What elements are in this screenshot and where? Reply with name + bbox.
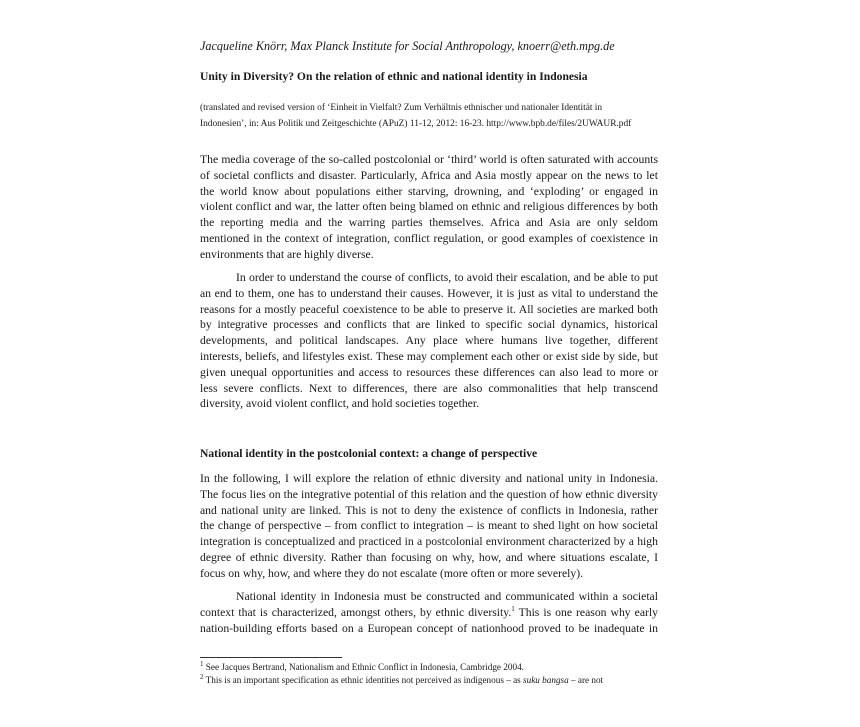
paragraph-4 <box>200 589 658 636</box>
text-line: an end to them, one has to understand their causes. However, it is just as vital to understand the <box>200 286 658 300</box>
text-line: and national unity are linked. This is not to deny the existence of conflicts in Indonesia, rather <box>200 503 658 517</box>
footnote-text: See Jacques Bertrand, Nationalism and Ethnic Conflict in Indonesia, Cambridge 2004. <box>203 662 524 672</box>
paragraph-3 <box>200 471 658 582</box>
footnote-mark: 1 <box>200 659 204 668</box>
text-segment: This is one reason why early <box>514 605 658 619</box>
footnote-text-after: – are not <box>568 675 604 685</box>
author-line: Jacqueline Knörr, Max Planck Institute for Social Anthropology, knoerr@eth.mpg.de <box>200 39 615 53</box>
footnote-divider <box>200 657 342 658</box>
source-note <box>200 101 658 132</box>
paragraph-1 <box>200 152 658 263</box>
text-line: the change of perspective – from conflict to integration – is meant to shed light on how societal <box>200 519 658 533</box>
text-line: reasons for a mostly peaceful coexistence to be able to preserve it. All societies are marked both <box>200 302 658 316</box>
section-heading: National identity in the postcolonial context: a change of perspective <box>200 447 538 460</box>
text-line: focus on why, how, and where they do not escalate (more often or more severely). <box>200 566 584 580</box>
text-line: of societal conflicts and disaster. Particularly, Africa and Asia mostly appear on the news to let <box>200 168 658 182</box>
text-line: environments that are highly diverse. <box>200 247 374 261</box>
text-line: by integrative processes and conflicts that are linked to specific social dynamics, historical <box>200 318 658 332</box>
document-page <box>200 0 658 727</box>
text-line: given unequal opportunities and access to resources these differences can also lead to more or <box>200 365 658 379</box>
text-line: less severe conflicts. Next to differences, there are also commonalities that help transcend <box>200 381 658 395</box>
text-line: violent conflict and war, the latter often being blamed on ethnic and religious differences by both <box>200 200 658 214</box>
paper-title: Unity in Diversity? On the relation of ethnic and national identity in Indonesia <box>200 70 588 83</box>
footnote-1 <box>200 661 658 673</box>
footnote-italic: suku bangsa <box>523 675 569 685</box>
text-line: the reporting media and the warring parties themselves. Africa and Asia are only seldom <box>200 216 658 230</box>
text-line <box>200 605 658 621</box>
text-line: degree of ethnic diversity. Rather than focusing on why, how, and where situations escalate, I <box>200 550 658 564</box>
paragraph-2 <box>200 270 658 412</box>
source-note-line: (translated and revised version of ‘Einheit in Vielfalt? Zum Verhältnis ethnischer und nationaler Identität in <box>200 103 603 113</box>
text-segment: context that is characterized, amongst others, by ethnic diversity. <box>200 605 512 619</box>
footnote-2 <box>200 674 658 686</box>
text-line: developments, and political landscapes. Any place where humans live together, different <box>200 334 658 348</box>
text-line: The media coverage of the so-called postcolonial or ‘third’ world is often saturated with accounts <box>200 153 658 166</box>
text-line: the world know about populations either starving, drowning, and ‘exploding’ or engaged in <box>200 184 658 198</box>
text-line: In order to understand the course of conflicts, to avoid their escalation, and be able to put <box>236 271 658 284</box>
text-line: National identity in Indonesia must be constructed and communicated within a societal <box>236 590 658 603</box>
text-line: mentioned in the context of integration, conflict regulation, or good examples of coexistence in <box>200 231 658 245</box>
text-line: interests, beliefs, and lifestyles exist. These may complement each other or exist side by side, but <box>200 349 658 363</box>
text-line: integration is conceptualized and practiced in a postcolonial environment characterized by a high <box>200 535 658 549</box>
text-line: nation-building efforts based on a European concept of nationhood proved to be inadequate in <box>200 621 658 635</box>
text-line: The focus lies on the integrative potential of this relation and the question of how ethnic diversity <box>200 487 658 501</box>
source-note-line: Indonesien’, in: Aus Politik und Zeitgeschichte (APuZ) 11-12, 2012: 16-23. http://www.bpb.de/files/2UWAUR.pdf <box>200 118 632 129</box>
footnote-ref: 1 <box>511 604 515 613</box>
footnote-mark: 2 <box>200 672 204 681</box>
text-line: diversity, avoid violent conflict, and hold societies together. <box>200 397 480 411</box>
footnote-text: This is an important specification as ethnic identities not perceived as indigenous – as <box>203 675 524 685</box>
text-line: In the following, I will explore the relation of ethnic diversity and national unity in Indonesia. <box>200 472 658 485</box>
